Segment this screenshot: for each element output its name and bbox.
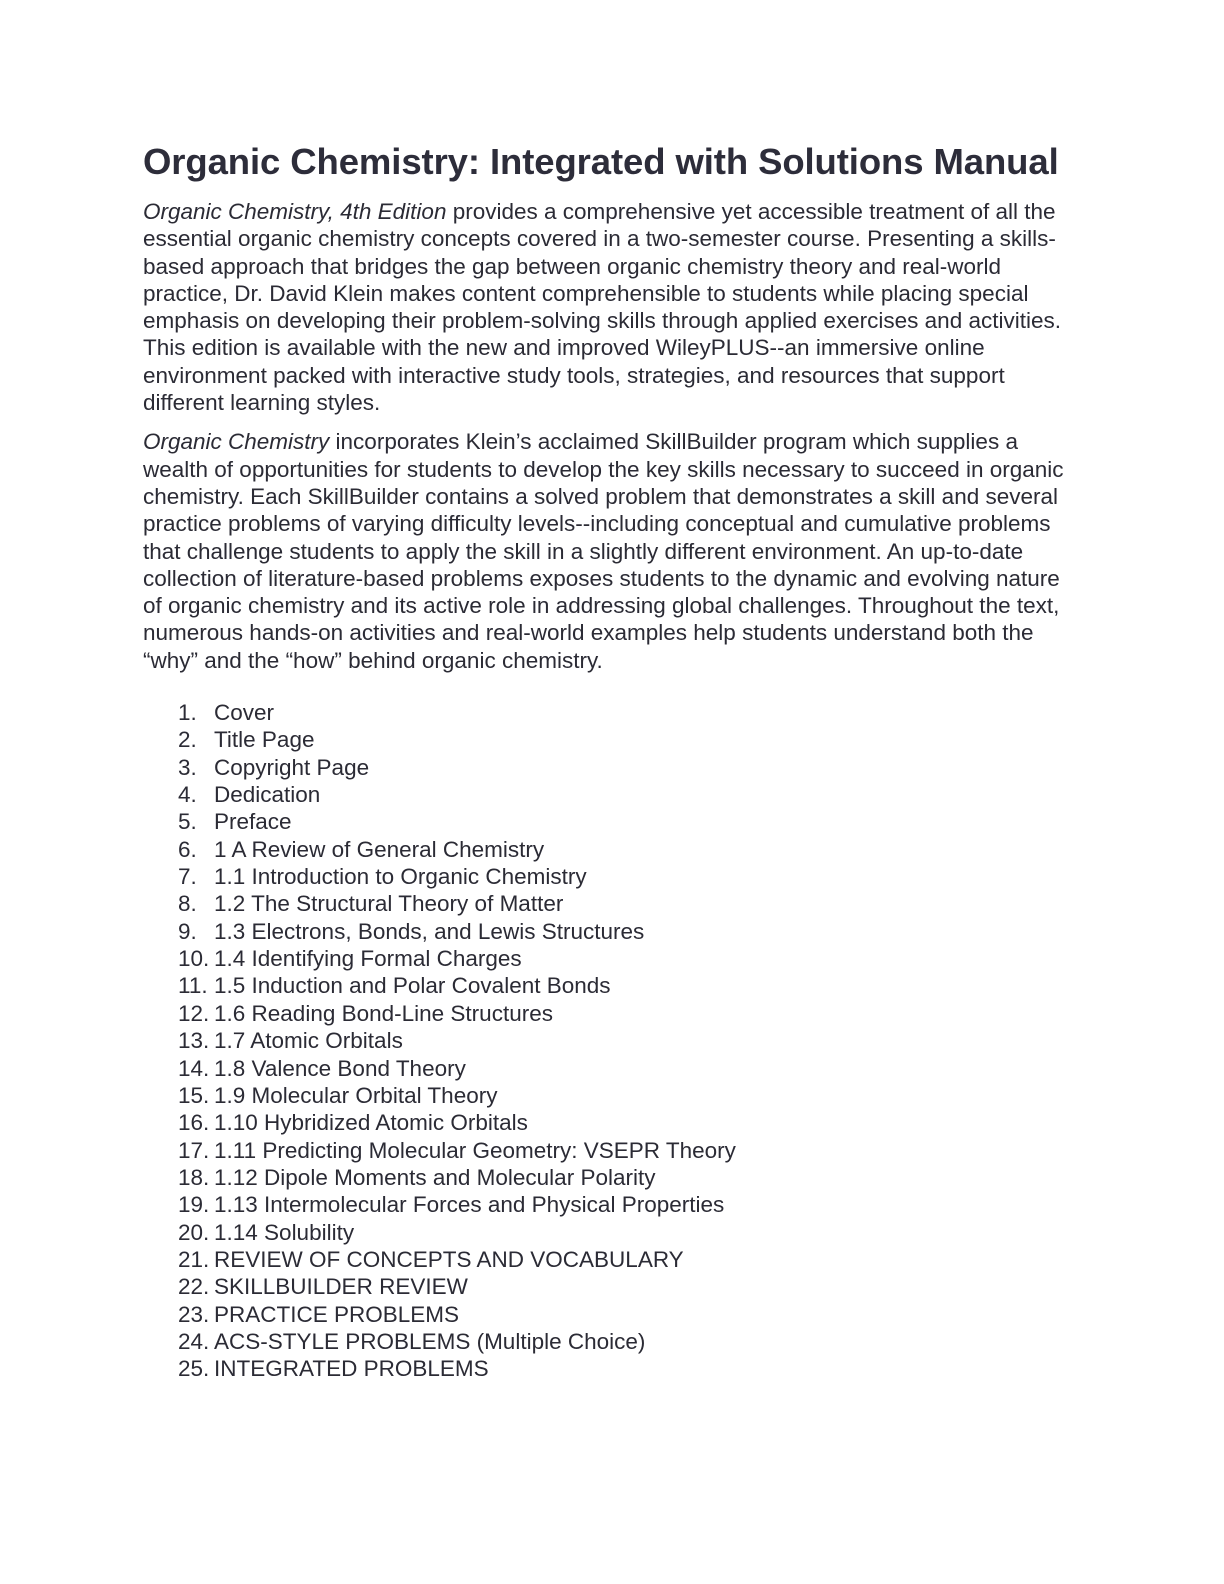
toc-item	[143, 1355, 1083, 1382]
toc-item	[143, 1137, 1083, 1164]
toc-item	[143, 1328, 1083, 1355]
toc-item-number: 8.	[178, 891, 197, 917]
toc-item-number: 17.	[178, 1137, 210, 1163]
toc-item-label: 1.6 Reading Bond-Line Structures	[214, 1000, 553, 1026]
toc-item-number: 19.	[178, 1192, 210, 1218]
toc-item-label: 1.3 Electrons, Bonds, and Lewis Structures	[214, 918, 645, 944]
toc-item-label: 1.10 Hybridized Atomic Orbitals	[214, 1110, 528, 1136]
toc-item-number: 20.	[178, 1219, 210, 1245]
toc-item-label: PRACTICE PROBLEMS	[214, 1301, 460, 1327]
toc-item-number: 12.	[178, 1000, 210, 1026]
toc-item-label: 1.12 Dipole Moments and Molecular Polarity	[214, 1164, 656, 1190]
toc-item	[143, 1273, 1083, 1300]
toc-item	[143, 1219, 1083, 1246]
description-paragraph-1	[143, 198, 1083, 416]
toc-item-number: 9.	[178, 918, 197, 944]
toc-item	[143, 863, 1083, 890]
toc-item-label: Preface	[214, 809, 292, 835]
toc-item-number: 22.	[178, 1274, 210, 1300]
toc-item-number: 1.	[178, 700, 197, 726]
toc-item	[143, 699, 1083, 726]
toc-item-label: INTEGRATED PROBLEMS	[214, 1356, 489, 1382]
toc-item-number: 10.	[178, 946, 210, 972]
toc-item	[143, 1301, 1083, 1328]
toc-item-number: 13.	[178, 1028, 210, 1054]
toc-item	[143, 972, 1083, 999]
toc-item	[143, 918, 1083, 945]
book-title-italic: Organic Chemistry	[143, 429, 330, 455]
toc-item-label: 1.13 Intermolecular Forces and Physical Properties	[214, 1192, 725, 1218]
toc-item-label: Dedication	[214, 782, 321, 808]
toc-item-label: 1.4 Identifying Formal Charges	[214, 946, 522, 972]
book-title-italic: Organic Chemistry, 4th Edition	[143, 199, 447, 224]
toc-item	[143, 1082, 1083, 1109]
toc-item	[143, 808, 1083, 835]
paragraph-1-text: provides a comprehensive yet accessible treatment of all the essential organic chemistry concepts covered in a two-semester course. Presenting a skills-based approach that bridges the gap between organic chemistry theory and real-world practice, Dr. David Klein makes content comprehensible to students while placing special emphasis on developing their problem-solving skills through applied exercises and activities. This edition is available with the new and improved WileyPLUS--an immersive online environment packed with interactive study tools, strategies, and resources that support different learning styles.	[143, 199, 1061, 416]
toc-item-label: Cover	[214, 700, 275, 726]
toc-item-number: 3.	[178, 754, 197, 780]
toc-item	[143, 890, 1083, 917]
toc-item	[143, 754, 1083, 781]
toc-item-number: 6.	[178, 836, 197, 862]
toc-item-number: 16.	[178, 1110, 210, 1136]
toc-item-label: SKILLBUILDER REVIEW	[214, 1274, 468, 1300]
toc-item-label: 1.14 Solubility	[214, 1219, 355, 1245]
toc-item-number: 25.	[178, 1356, 210, 1382]
toc-item	[143, 1191, 1083, 1218]
toc-item-number: 2.	[178, 727, 197, 753]
toc-item-number: 24.	[178, 1328, 210, 1354]
document-page	[143, 140, 1083, 1383]
toc-item-number: 14.	[178, 1055, 210, 1081]
toc-item-label: 1.9 Molecular Orbital Theory	[214, 1082, 498, 1108]
toc-item-label: ACS-STYLE PROBLEMS (Multiple Choice)	[214, 1328, 646, 1354]
toc-item	[143, 726, 1083, 753]
toc-item-number: 4.	[178, 782, 197, 808]
toc-item	[143, 1055, 1083, 1082]
toc-item	[143, 781, 1083, 808]
paragraph-2-text: incorporates Klein’s acclaimed SkillBuilder program which supplies a wealth of opportunities for students to develop the key skills necessary to succeed in organic chemistry. Each SkillBuilder contains a solved problem that demonstrates a skill and several practice problems of varying difficulty levels--including conceptual and cumulative problems that challenge students to apply the skill in a slightly different environment. An up-to-date collection of literature-based problems exposes students to the dynamic and evolving nature of organic chemistry and its active role in addressing global challenges. Throughout the text, numerous hands-on activities and real-world examples help students understand both the “why” and the “how” behind organic chemistry.	[143, 429, 1064, 673]
toc-item-number: 5.	[178, 809, 197, 835]
toc-item-label: 1 A Review of General Chemistry	[214, 836, 545, 862]
table-of-contents	[143, 699, 1083, 1383]
description-paragraph-2	[143, 428, 1083, 674]
toc-item-label: 1.8 Valence Bond Theory	[214, 1055, 466, 1081]
toc-item	[143, 1246, 1083, 1273]
toc-item	[143, 1164, 1083, 1191]
toc-item-number: 11.	[178, 973, 208, 999]
toc-item	[143, 836, 1083, 863]
toc-item-label: 1.7 Atomic Orbitals	[214, 1028, 403, 1054]
toc-item	[143, 1109, 1083, 1136]
toc-item-number: 21.	[178, 1246, 210, 1272]
toc-item-label: Copyright Page	[214, 754, 370, 780]
toc-item-label: 1.2 The Structural Theory of Matter	[214, 891, 564, 917]
toc-item-label: 1.11 Predicting Molecular Geometry: VSEPR Theory	[214, 1137, 736, 1163]
toc-item-label: REVIEW OF CONCEPTS AND VOCABULARY	[214, 1246, 684, 1272]
document-title: Organic Chemistry: Integrated with Solutions Manual	[143, 141, 1059, 182]
toc-item-number: 7.	[178, 864, 197, 890]
toc-item-label: 1.5 Induction and Polar Covalent Bonds	[214, 973, 611, 999]
toc-item-number: 18.	[178, 1164, 210, 1190]
toc-item-label: 1.1 Introduction to Organic Chemistry	[214, 864, 587, 890]
toc-item-label: Title Page	[214, 727, 315, 753]
toc-item-number: 23.	[178, 1301, 210, 1327]
toc-item-number: 15.	[178, 1082, 210, 1108]
toc-item	[143, 1000, 1083, 1027]
toc-item	[143, 945, 1083, 972]
toc-item	[143, 1027, 1083, 1054]
